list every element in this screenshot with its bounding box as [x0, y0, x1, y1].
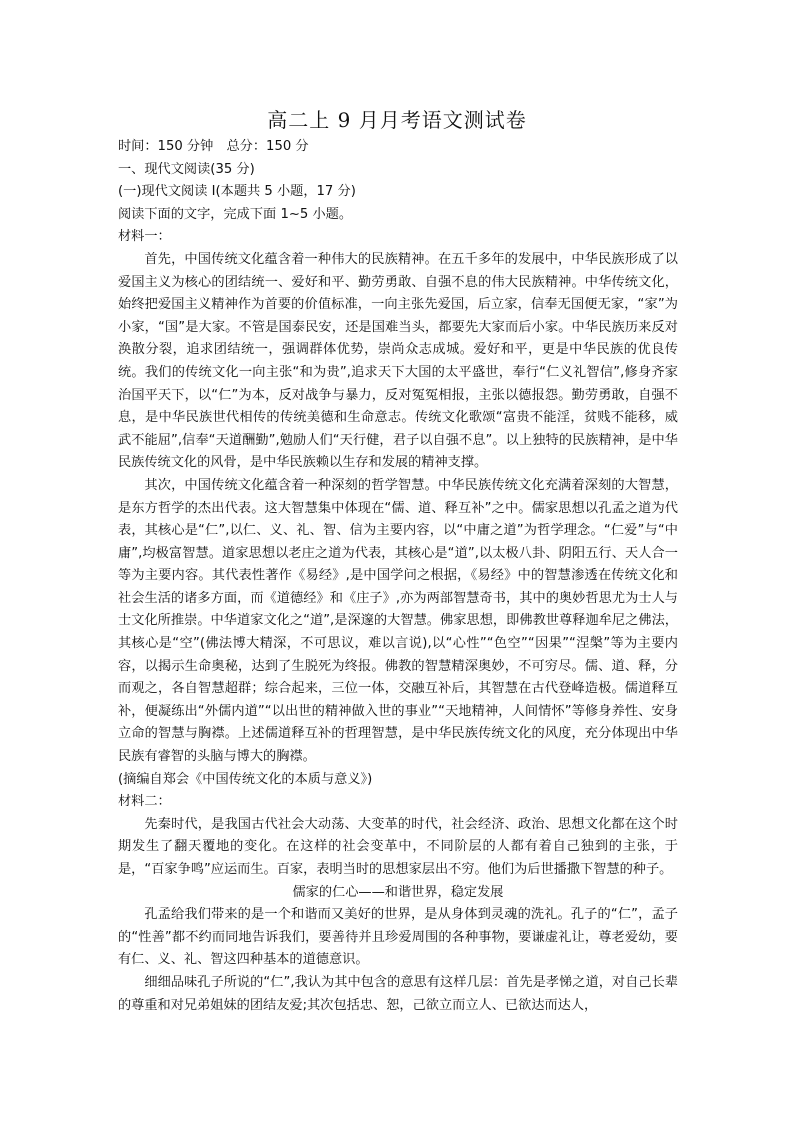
section-subheading: 儒家的仁心——和谐世界，稳定发展: [292, 884, 504, 900]
page-title: 高二上 9 月月考语文测试卷: [267, 108, 527, 132]
section-heading: 一、现代文阅读(35 分): [118, 161, 255, 177]
material2-paragraph-3: 细细品味孔子所说的“仁”,我认为其中包含的意思有这样几层：首先是孝悌之道，对自己长辈的尊重和对兄弟姐妹的团结友爱;其次包括忠、恕，己欲立而立人、已欲达而达人，: [118, 974, 678, 1013]
subsection-heading: (一)现代文阅读 I(本题共 5 小题，17 分): [118, 184, 356, 200]
material-label: 材料一：: [118, 229, 171, 245]
material1-source: (摘编自郑会《中国传统文化的本质与意义》): [118, 771, 373, 787]
exam-time-score: 时间：150 分钟 总分：150 分: [118, 139, 309, 154]
document-body: [118, 136, 678, 1017]
material-label: 材料二：: [118, 794, 171, 810]
material2-paragraph-2: 孔孟给我们带来的是一个和谐而又美好的世界，是从身体到灵魂的洗礼。孔子的“仁”，孟子的“性善”都不约而同地告诉我们，要善待并且珍爱周围的各种事物，要谦虚礼让，尊老爱幼，要有仁、义、礼、智这四种基本的道德意识。: [118, 907, 678, 968]
material1-paragraph-2: 其次，中国传统文化蕴含着一种深刻的哲学智慧。中华民族传统文化充满着深刻的大智慧，是东方哲学的杰出代表。这大智慧集中体现在“儒、道、释互补”之中。儒家思想以孔孟之道为代表，其核心是“仁”,以仁、义、礼、智、信为主要内容，以“中庸之道”为哲学理念。“仁爱”与“中庸”,均极富智慧。道家思想以老庄之道为代表，其核心是“道”,以太极八卦、阴阳五行、天人合一等为主要内容。其代表性著作《易经》,是中国学问之根据，《易经》中的智慧渗透在传统文化和社会生活的诸多方面，而《道德经》和《庄子》,亦为两部智慧奇书，其中的奥妙哲思尤为士人与士文化所推崇。中华道家文化之“道”,是深邃的大智慧。佛家思想，即佛教世尊释迦牟尼之佛法，其核心是“空”(佛法博大精深，不可思议，难以言说),以“心性”“色空”“因果”“涅槃”等为主要内容，以揭示生命奥秘，达到了生脱死为终报。佛教的智慧精深奥妙，不可穷尽。儒、道、释，分而观之，各自智慧超群；综合起来，三位一体，交融互补后，其智慧在古代登峰造极。儒道释互补，便凝练出“外儒内道”“以出世的精神做入世的事业”“天地精神，人间情怀”等修身养性、安身立命的智慧与胸襟。上述儒道释互补的哲理智慧，是中华民族传统文化的风度，充分体现出中华民族有睿智的头脑与博大的胸襟。: [118, 477, 678, 765]
reading-instruction: 阅读下面的文字，完成下面 1~5 小题。: [118, 206, 353, 222]
material2-paragraph-1: 先秦时代，是我国古代社会大动荡、大变革的时代，社会经济、政治、思想文化都在这个时期发生了翻天覆地的变化。在这样的社会变革中，不同阶层的人都有着自己独到的主张，于是，“百家争鸣”应运而生。百家，表明当时的思想家层出不穷。他们为后世播撒下智慧的种子。: [118, 816, 678, 877]
material1-paragraph-1: 首先，中国传统文化蕴含着一种伟大的民族精神。在五千多年的发展中，中华民族形成了以爱国主义为核心的团结统一、爱好和平、勤劳勇敢、自强不息的伟大民族精神。中华传统文化，始终把爱国主义精神作为首要的价值标准，一向主张先爱国，后立家，信奉无国便无家，“家”为小家，“国”是大家。不管是国泰民安，还是国难当头，都要先大家而后小家。中华民族历来反对涣散分裂，追求团结统一，强调群体优势，崇尚众志成城。爱好和平，更是中华民族的优良传统。我们的传统文化一向主张“和为贵”,追求天下大国的太平盛世，奉行“仁义礼智信”,修身齐家治国平天下，以“仁”为本，反对战争与暴力，反对冤冤相报，主张以德报怨。勤劳勇敢，自强不息，是中华民族世代相传的传统美德和生命意志。传统文化歌颂“富贵不能淫，贫贱不能移，威武不能屈”,信奉“天道酬勤”,勉励人们“天行健，君子以自强不息”。以上独特的民族精神，是中华民族传统文化的风骨，是中华民族赖以生存和发展的精神支撑。: [118, 251, 678, 471]
